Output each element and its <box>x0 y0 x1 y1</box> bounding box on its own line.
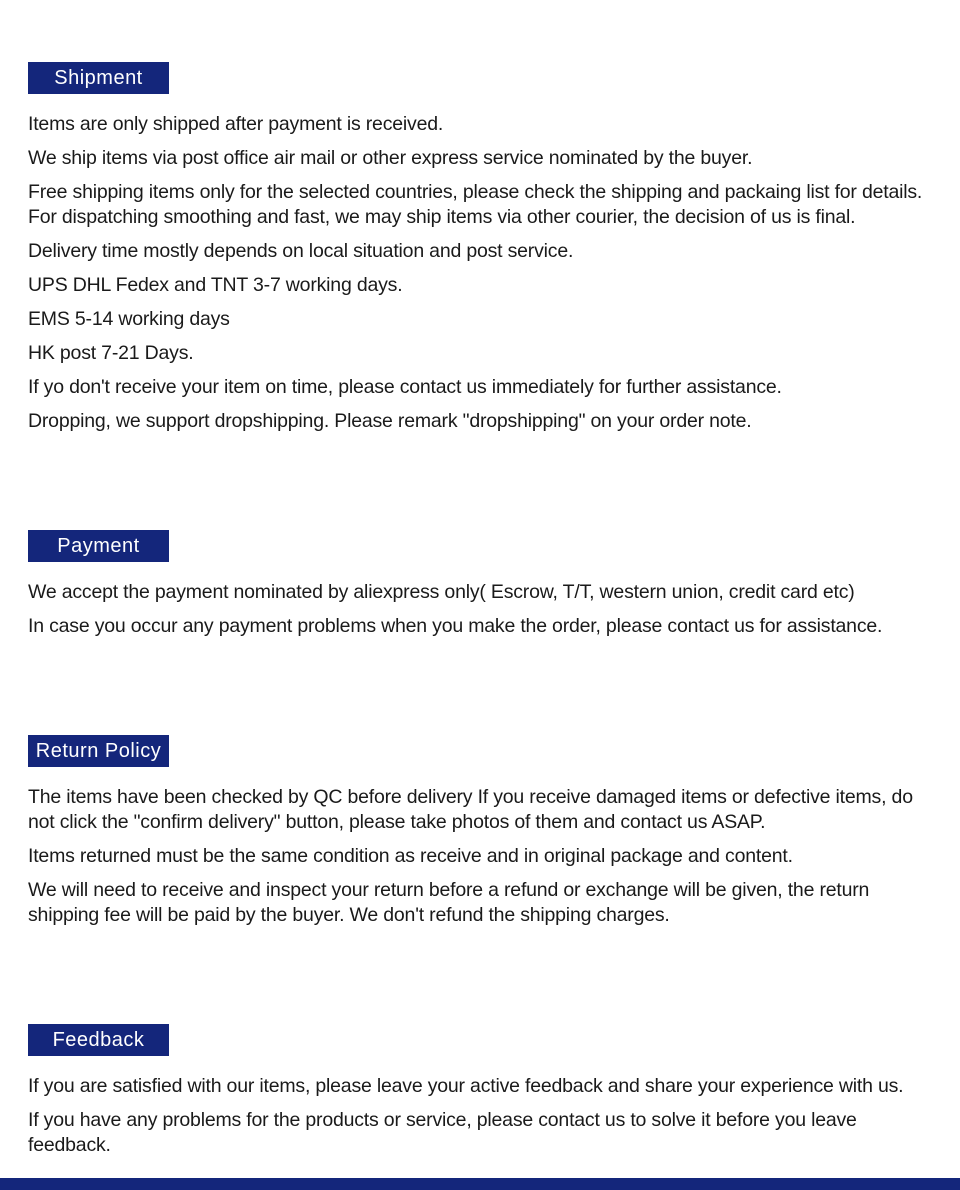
paragraph: If you are satisfied with our items, please leave your active feedback and share your experience with us. <box>28 1075 904 1097</box>
section-title: Feedback <box>52 1028 145 1051</box>
section-return-policy <box>0 735 960 928</box>
section-body <box>28 112 932 434</box>
section-payment <box>0 530 960 639</box>
section-title-badge <box>28 62 169 94</box>
paragraph: In case you occur any payment problems when you make the order, please contact us for assistance. <box>28 615 883 637</box>
paragraph: Delivery time mostly depends on local situation and post service. <box>28 240 574 262</box>
paragraph: We accept the payment nominated by aliexpress only( Escrow, T/T, western union, credit card etc) <box>28 581 855 603</box>
paragraph: Items are only shipped after payment is received. <box>28 113 444 135</box>
paragraph: We will need to receive and inspect your return before a refund or exchange will be given, the return shipping fee will be paid by the buyer. We don't refund the shipping charges. <box>28 879 870 926</box>
paragraph: We ship items via post office air mail or other express service nominated by the buyer. <box>28 147 753 169</box>
section-shipment <box>0 62 960 434</box>
section-title-badge <box>28 735 169 767</box>
paragraph: HK post 7-21 Days. <box>28 342 194 364</box>
bottom-divider-bar <box>0 1178 960 1190</box>
section-title: Return Policy <box>35 739 162 762</box>
paragraph: Dropping, we support dropshipping. Please remark "dropshipping" on your order note. <box>28 410 752 432</box>
paragraph: If you have any problems for the products or service, please contact us to solve it before you leave feedback. <box>28 1109 857 1156</box>
section-title-badge <box>28 1024 169 1056</box>
paragraph: Items returned must be the same condition as receive and in original package and content. <box>28 845 793 867</box>
paragraph: Free shipping items only for the selected countries, please check the shipping and packaing list for details. For dispatching smoothing and fast, we may ship items via other courier, the decision of us is final. <box>28 181 923 228</box>
section-feedback <box>0 1024 960 1158</box>
paragraph: If yo don't receive your item on time, please contact us immediately for further assistance. <box>28 376 782 398</box>
section-title: Shipment <box>54 66 143 89</box>
paragraph: EMS 5-14 working days <box>28 308 230 330</box>
section-body <box>28 785 932 928</box>
section-body <box>28 580 932 639</box>
section-title: Payment <box>57 534 140 557</box>
section-title-badge <box>28 530 169 562</box>
paragraph: The items have been checked by QC before delivery If you receive damaged items or defective items, do not click the "confirm delivery" button, please take photos of them and contact us ASAP. <box>28 786 913 833</box>
section-body <box>28 1074 932 1158</box>
paragraph: UPS DHL Fedex and TNT 3-7 working days. <box>28 274 403 296</box>
